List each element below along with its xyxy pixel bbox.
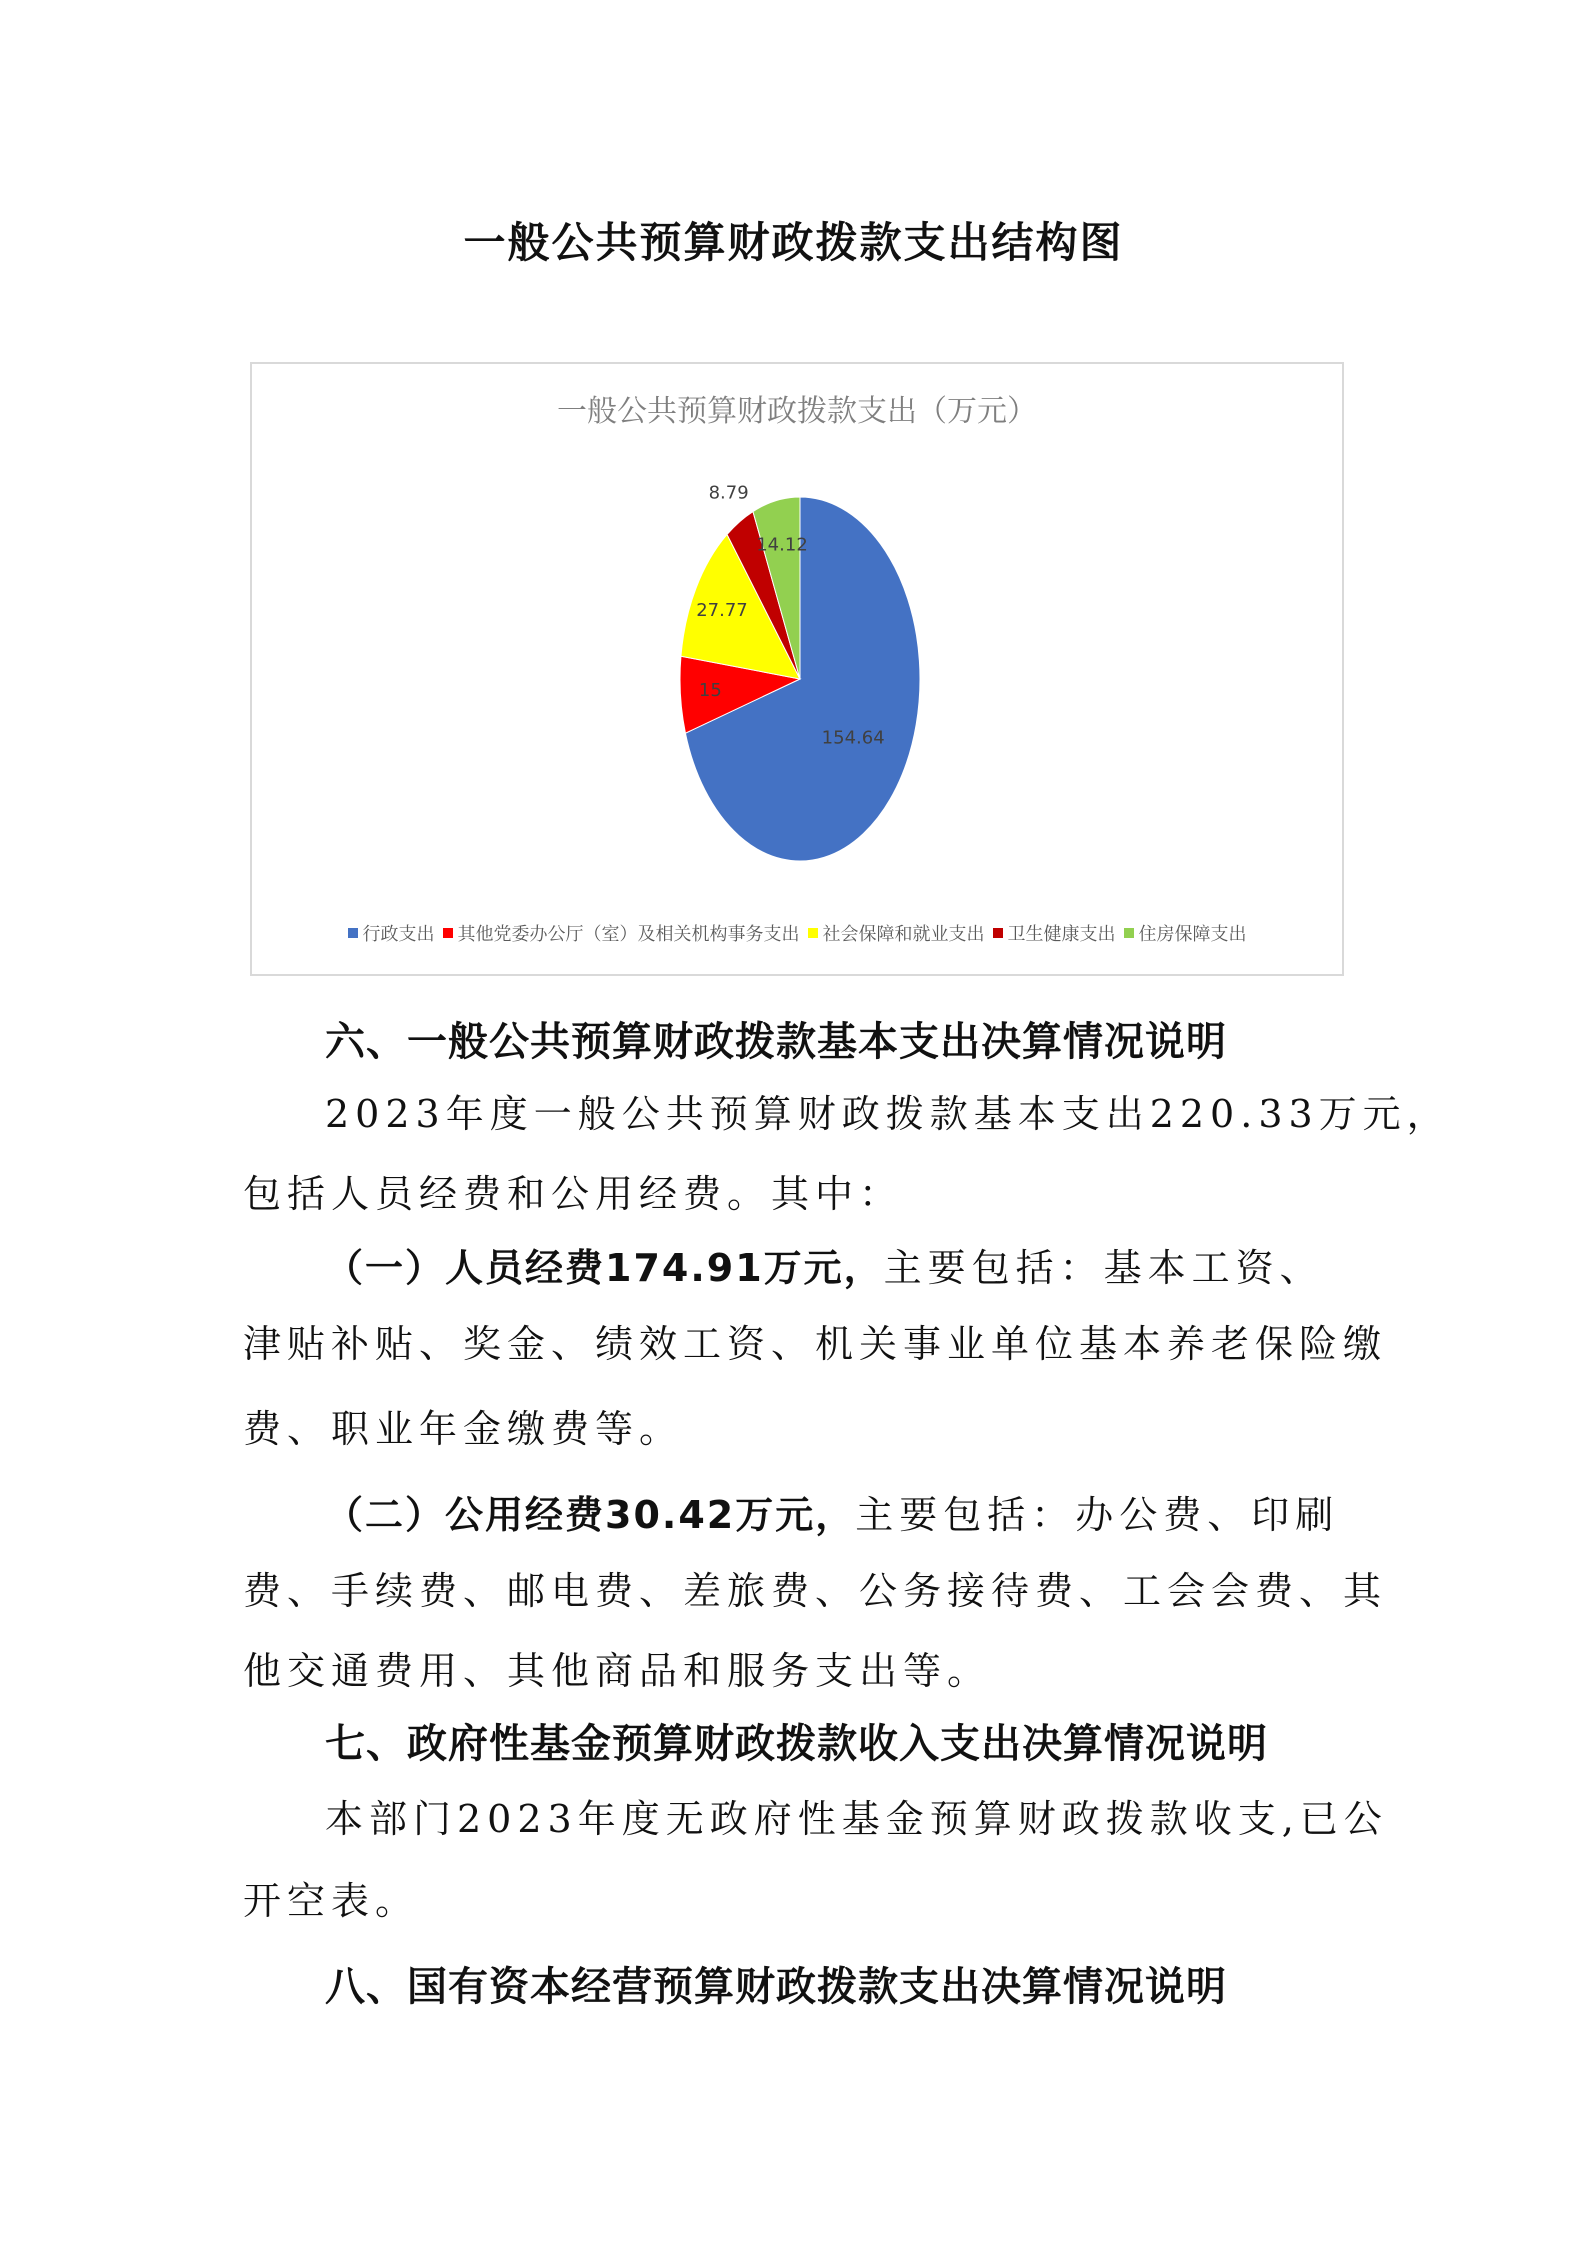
- data-label-1: 15: [698, 680, 722, 702]
- legend-label: 社会保障和就业支出: [822, 924, 985, 945]
- chart-legend: [252, 920, 1342, 946]
- pie-chart-svg: [252, 364, 1342, 974]
- paragraph-line: 包括人员经费和公用经费。其中：: [243, 1172, 904, 1216]
- paragraph-line: 开空表。: [243, 1879, 420, 1923]
- personnel-expense-label: （一）人员经费174.91万元，: [325, 1246, 884, 1290]
- legend-swatch: [348, 928, 358, 938]
- legend-swatch: [993, 928, 1003, 938]
- data-label-3: 8.79: [708, 482, 749, 504]
- paragraph-line: 2023年度一般公共预算财政拨款基本支出220.33万元，: [325, 1092, 1451, 1136]
- legend-item-1: [443, 920, 800, 946]
- personnel-expense-detail: 主要包括：基本工资、: [883, 1246, 1324, 1290]
- legend-item-3: [993, 920, 1116, 946]
- legend-label: 其他党委办公厅（室）及相关机构事务支出: [457, 924, 800, 945]
- legend-swatch: [808, 928, 818, 938]
- legend-swatch: [443, 928, 453, 938]
- paragraph-line: [325, 1484, 1339, 1539]
- section-heading-6: 六、一般公共预算财政拨款基本支出决算情况说明: [325, 1019, 1227, 1065]
- pie-chart: [250, 362, 1344, 976]
- paragraph-line: 费、手续费、邮电费、差旅费、公务接待费、工会会费、其: [243, 1569, 1388, 1613]
- legend-item-2: [808, 920, 985, 946]
- public-expense-label: （二）公用经费30.42万元，: [325, 1493, 856, 1537]
- legend-label: 住房保障支出: [1138, 924, 1247, 945]
- paragraph-line: 津贴补贴、奖金、绩效工资、机关事业单位基本养老保险缴: [243, 1322, 1388, 1366]
- data-label-2: 27.77: [696, 600, 748, 622]
- data-label-4: 14.12: [756, 534, 808, 556]
- chart-title: 一般公共预算财政拨款支出（万元）: [557, 394, 1037, 429]
- legend-item-0: [348, 920, 435, 946]
- paragraph-line: 他交通费用、其他商品和服务支出等。: [243, 1649, 992, 1693]
- legend-label: 行政支出: [362, 924, 435, 945]
- section-heading-8: 八、国有资本经营预算财政拨款支出决算情况说明: [325, 1964, 1227, 2010]
- legend-swatch: [1124, 928, 1134, 938]
- paragraph-line: [325, 1237, 1324, 1292]
- public-expense-detail: 主要包括：办公费、印刷: [855, 1493, 1340, 1537]
- legend-item-4: [1124, 920, 1247, 946]
- paragraph-line: 费、职业年金缴费等。: [243, 1407, 684, 1451]
- data-label-0: 154.64: [821, 727, 885, 749]
- page-title: 一般公共预算财政拨款支出结构图: [463, 218, 1124, 267]
- legend-label: 卫生健康支出: [1007, 924, 1116, 945]
- section-heading-7: 七、政府性基金预算财政拨款收入支出决算情况说明: [325, 1721, 1268, 1767]
- paragraph-line: 本部门2023年度无政府性基金预算财政拨款收支,已公: [325, 1797, 1388, 1841]
